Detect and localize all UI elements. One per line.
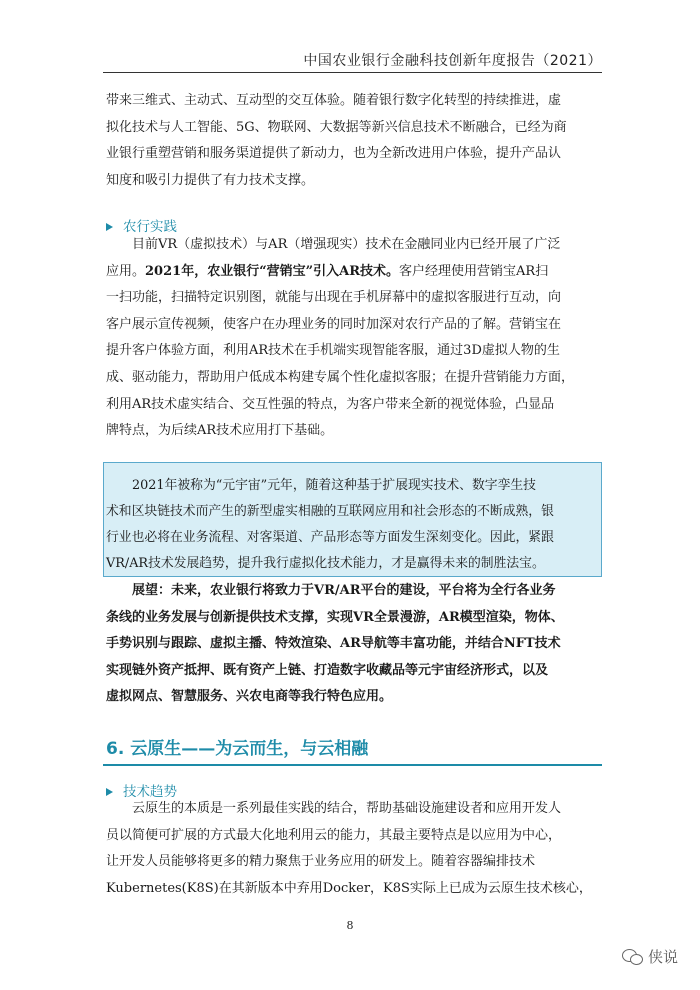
- section-title: 6. 云原生——为云而生，与云相融: [106, 739, 369, 759]
- trend-paragraph: [106, 796, 602, 902]
- intro-paragraph: [106, 88, 602, 194]
- paragraph-line: 拟化技术与人工智能、5G、物联网、大数据等新兴信息技术不断融合，已经为商: [106, 119, 567, 135]
- report-header-title: 中国农业银行金融科技创新年度报告（2021）: [303, 53, 602, 69]
- watermark: [622, 946, 678, 967]
- watermark-text: 侠说: [647, 948, 678, 966]
- paragraph-line: Kubernetes(K8S)在其新版本中弃用Docker，K8S实际上已成为云原生技术核心，: [106, 880, 592, 896]
- paragraph-line: 展望：未来，农业银行将致力于VR/AR平台的建设，平台将为全行各业务: [132, 583, 556, 598]
- section-divider: [103, 764, 602, 766]
- paragraph-line: 业银行重塑营销和服务渠道提供了新动力，也为全新改进用户体验，提升产品认: [106, 146, 562, 162]
- text-normal: 客户经理使用营销宝AR扫: [399, 263, 549, 279]
- text-normal: 应用。: [106, 263, 146, 279]
- arrow-right-icon: [106, 223, 113, 231]
- text-bold: 2021年，农业银行“营销宝”引入AR技术。: [145, 263, 400, 279]
- callout-line: 行业也必将在业务流程、对客渠道、产品形态等方面发生深刻变化。因此，紧跟: [106, 530, 554, 545]
- paragraph-line: 手势识别与跟踪、虚拟主播、特效渲染、AR导航等丰富功能，并结合NFT技术: [106, 636, 561, 652]
- page-number: 8: [346, 919, 354, 932]
- subsection-title: 农行实践: [123, 219, 177, 235]
- paragraph-line: 知度和吸引力提供了有力技术支撑。: [106, 172, 315, 188]
- callout-line: 术和区块链技术而产生的新型虚实相融的互联网应用和社会形态的不断成熟，银: [106, 504, 554, 519]
- paragraph-line: 提升客户体验方面，利用AR技术在手机端实现智能客服，通过3D虚拟人物的生: [106, 343, 560, 359]
- paragraph-line: 虚拟网点、智慧服务、兴农电商等我行特色应用。: [106, 689, 393, 705]
- callout-text: [106, 473, 602, 577]
- paragraph-line: 让开发人员能够将更多的精力聚焦于业务应用的研发上。随着容器编排技术: [106, 854, 536, 870]
- arrow-right-icon: [106, 788, 113, 796]
- paragraph-line: 实现链外资产抵押、既有资产上链、打造数字收藏品等元宇宙经济形式，以及: [106, 662, 549, 678]
- paragraph-line: 云原生的本质是一系列最佳实践的结合，帮助基础设施建设者和应用开发人: [132, 801, 562, 816]
- paragraph-line: 带来三维式、主动式、互动型的交互体验。随着银行数字化转型的持续推进，虚: [106, 93, 562, 108]
- paragraph-line: 员以简便可扩展的方式最大化地利用云的能力，其最主要特点是以应用为中心，: [106, 827, 562, 843]
- practice-paragraph: [106, 232, 602, 445]
- paragraph-line: 成、驱动能力，帮助用户低成本构建专属个性化虚拟客服；在提升营销能力方面，: [106, 369, 575, 385]
- paragraph-line: 目前VR（虚拟技术）与AR（增强现实）技术在金融同业内已经开展了广泛: [132, 237, 561, 252]
- paragraph-line-mixed: [106, 259, 602, 286]
- wechat-icon: [622, 948, 644, 966]
- paragraph-line: 牌特点，为后续AR技术应用打下基础。: [106, 423, 334, 439]
- header-divider: [103, 72, 602, 73]
- outlook-paragraph: [106, 578, 602, 711]
- paragraph-line: 利用AR技术虚实结合、交互性强的特点，为客户带来全新的视觉体验，凸显品: [106, 396, 555, 412]
- paragraph-line: 客户展示宣传视频，使客户在办理业务的同时加深对农行产品的了解。营销宝在: [106, 316, 562, 332]
- subsection-title: 技术趋势: [123, 784, 177, 800]
- paragraph-line: 条线的业务发展与创新提供技术支撑，实现VR全景漫游，AR模型渲染，物体、: [106, 609, 564, 625]
- callout-line: VR/AR技术发展趋势，提升我行虚拟化技术能力，才是赢得未来的制胜法宝。: [106, 556, 545, 571]
- paragraph-line: 一扫功能，扫描特定识别图，就能与出现在手机屏幕中的虚拟客服进行互动，向: [106, 290, 562, 306]
- callout-line: 2021年被称为“元宇宙”元年，随着这种基于扩展现实技术、数字孪生技: [132, 478, 536, 493]
